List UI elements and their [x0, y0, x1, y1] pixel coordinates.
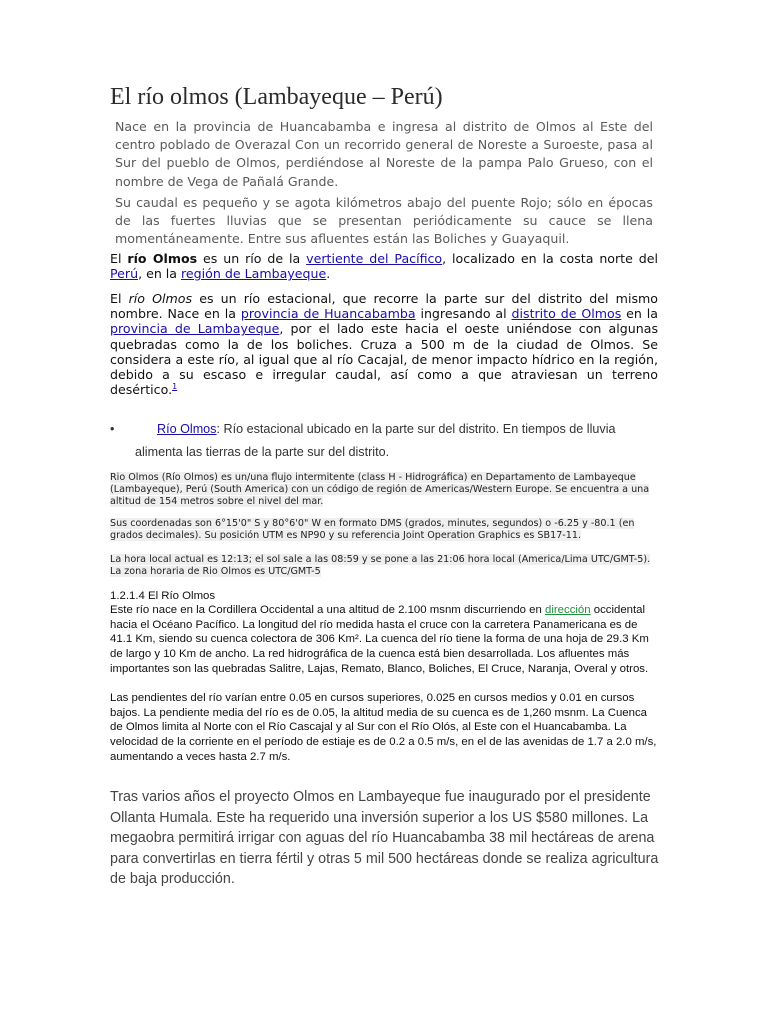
link-rio-olmos[interactable]: Río Olmos [157, 422, 217, 436]
geo-text: Rio Olmos (Río Olmos) es un/una flujo intermitente (class H - Hidrográfica) en Departamento de Lambayeque (Lambayeque), Perú (South America) con un código de región de Americas/Western Europe. Se encuentra a una altitud de 154 metros sobre el nivel del mar. [110, 472, 650, 507]
geo-info-paragraph-3 [110, 554, 658, 578]
list-item-text: : Río estacional ubicado en la parte sur del distrito. En tiempos de lluvia alimenta las tierras de la parte sur del distrito. [135, 422, 616, 459]
intro-paragraph-2: Su caudal es pequeño y se agota kilómetros abajo del puente Rojo; sólo en épocas de las fuertes lluvias que se presentan periódicamente su cauce se llena momentáneamente. Entre sus afluentes están las Boliches y Guayaquil. [115, 195, 653, 247]
text-run: en la [621, 306, 659, 322]
final-paragraph: Tras varios años el proyecto Olmos en Lambayeque fue inaugurado por el presidente Ollanta Humala. Este ha requerido una inversión superior a los US $580 millones. La megaobra permitirá irrigar con aguas del río Huancabamba 38 mil hectáreas de arena para convertirlas en tierra fértil y otras 5 mil 500 hectáreas donde se realiza agricultura de baja producción. [110, 789, 659, 888]
bullet-icon: • [110, 422, 115, 436]
link-vertiente-pacifico[interactable]: vertiente del Pacífico [306, 251, 443, 266]
wiki-paragraph-1 [110, 251, 658, 281]
text-run: . [326, 266, 331, 282]
text-run: El [110, 251, 128, 266]
link-provincia-lambayeque[interactable]: provincia de Lambayeque [110, 321, 280, 337]
geo-text: Sus coordenadas son 6°15'0" S y 80°6'0" W en formato DMS (grados, minutes, segundos) o -6.25 y -80.1 (en grados decimales). Su posición UTM es NP90 y su referencia Joint Operation Graphics es SB17-11. [110, 518, 635, 541]
reference-link[interactable]: 1 [172, 382, 178, 392]
link-peru[interactable]: Perú [110, 266, 139, 282]
geo-info-paragraph-1 [110, 472, 658, 508]
bold-term: río Olmos [127, 251, 198, 266]
text-run: , localizado en la costa norte del [442, 251, 659, 266]
section-heading: 1.2.1.4 El Río Olmos [110, 590, 216, 602]
text-run: Este río nace en la Cordillera Occidental a una altitud de 2.100 msnm discurriendo en [110, 604, 545, 616]
text-run: occidental hacia el Océano Pacífico. La longitud del río medida hasta el cruce con la carretera Panamericana es de 41.1 Km, siendo su cuenca colectora de 306 Km². La cuenca del río tiene la forma de una hoja de 29.3 Km de largo y 10 Km de ancho. La red hidrográfica de la cuenca está bien desarrollada. Los afluentes más importantes son las quebradas Salitre, Lajas, Remato, Blanco, Boliches, El Cruce, Naranja, Overal y otros. [110, 604, 649, 675]
text-run: ingresando al [415, 306, 512, 322]
geo-text: La hora local actual es 12:13; el sol sale a las 08:59 y se pone a las 21:06 hora local (America/Lima UTC/GMT-5). La zona horaria de Rio Olmos es UTC/GMT-5 [110, 554, 651, 577]
list-item [110, 418, 658, 464]
link-direccion[interactable]: dirección [545, 604, 591, 616]
bullet-list [110, 418, 658, 464]
section-paragraph-1 [110, 603, 658, 677]
geo-info-paragraph-2 [110, 518, 658, 542]
intro-paragraph-1: Nace en la provincia de Huancabamba e ingresa al distrito de Olmos al Este del centro poblado de Overazal Con un recorrido general de Noreste a Suroeste, pasa al Sur del pueblo de Olmos, perdiéndose al Noreste de la pampa Palo Grueso, con el nombre de Vega de Pañalá Grande. [115, 119, 653, 189]
link-provincia-huancabamba[interactable]: provincia de Huancabamba [240, 306, 416, 322]
section-paragraph-2: Las pendientes del río varían entre 0.05 en cursos superiores, 0.025 en cursos medios y 0.01 en cursos bajos. La pendiente media del río es de 0.05, la altitud media de su cuenca es de 1,260 msnm. La Cuenca de Olmos limita al Norte con el Río Cascajal y al Sur con el Río Olós, al Este con el Huancabamba. La velocidad de la corriente en el período de estiaje es de 0.2 a 0.5 m/s, en el de las avenidas de 1.7 a 2.0 m/s, aumentando a veces hasta 2.7 m/s. [110, 692, 657, 763]
text-run: es un río estacional, que recorre la parte sur del distrito del mismo nombre. Nace en la [110, 291, 658, 322]
text-run: , en la [138, 266, 182, 282]
text-run: El [110, 291, 129, 306]
text-run: , por el lado este hacia el oeste uniéndose con algunas quebradas como la de los boliches. Cruza a 500 m de la ciudad de Olmos. Se considera a este río, al igual que al río Cacajal, de menor impacto hídrico en la región, debido a su escaso e irregular caudal, así como a que atraviesan un terreno desértico. [110, 321, 659, 398]
text-run: es un río de la [197, 251, 307, 266]
wiki-paragraph-2 [110, 291, 658, 397]
italic-term: río Olmos [128, 291, 193, 306]
link-distrito-olmos[interactable]: distrito de Olmos [511, 306, 622, 322]
page-title: El río olmos (Lambayeque – Perú) [110, 84, 443, 110]
link-region-lambayeque[interactable]: región de Lambayeque [181, 266, 327, 282]
